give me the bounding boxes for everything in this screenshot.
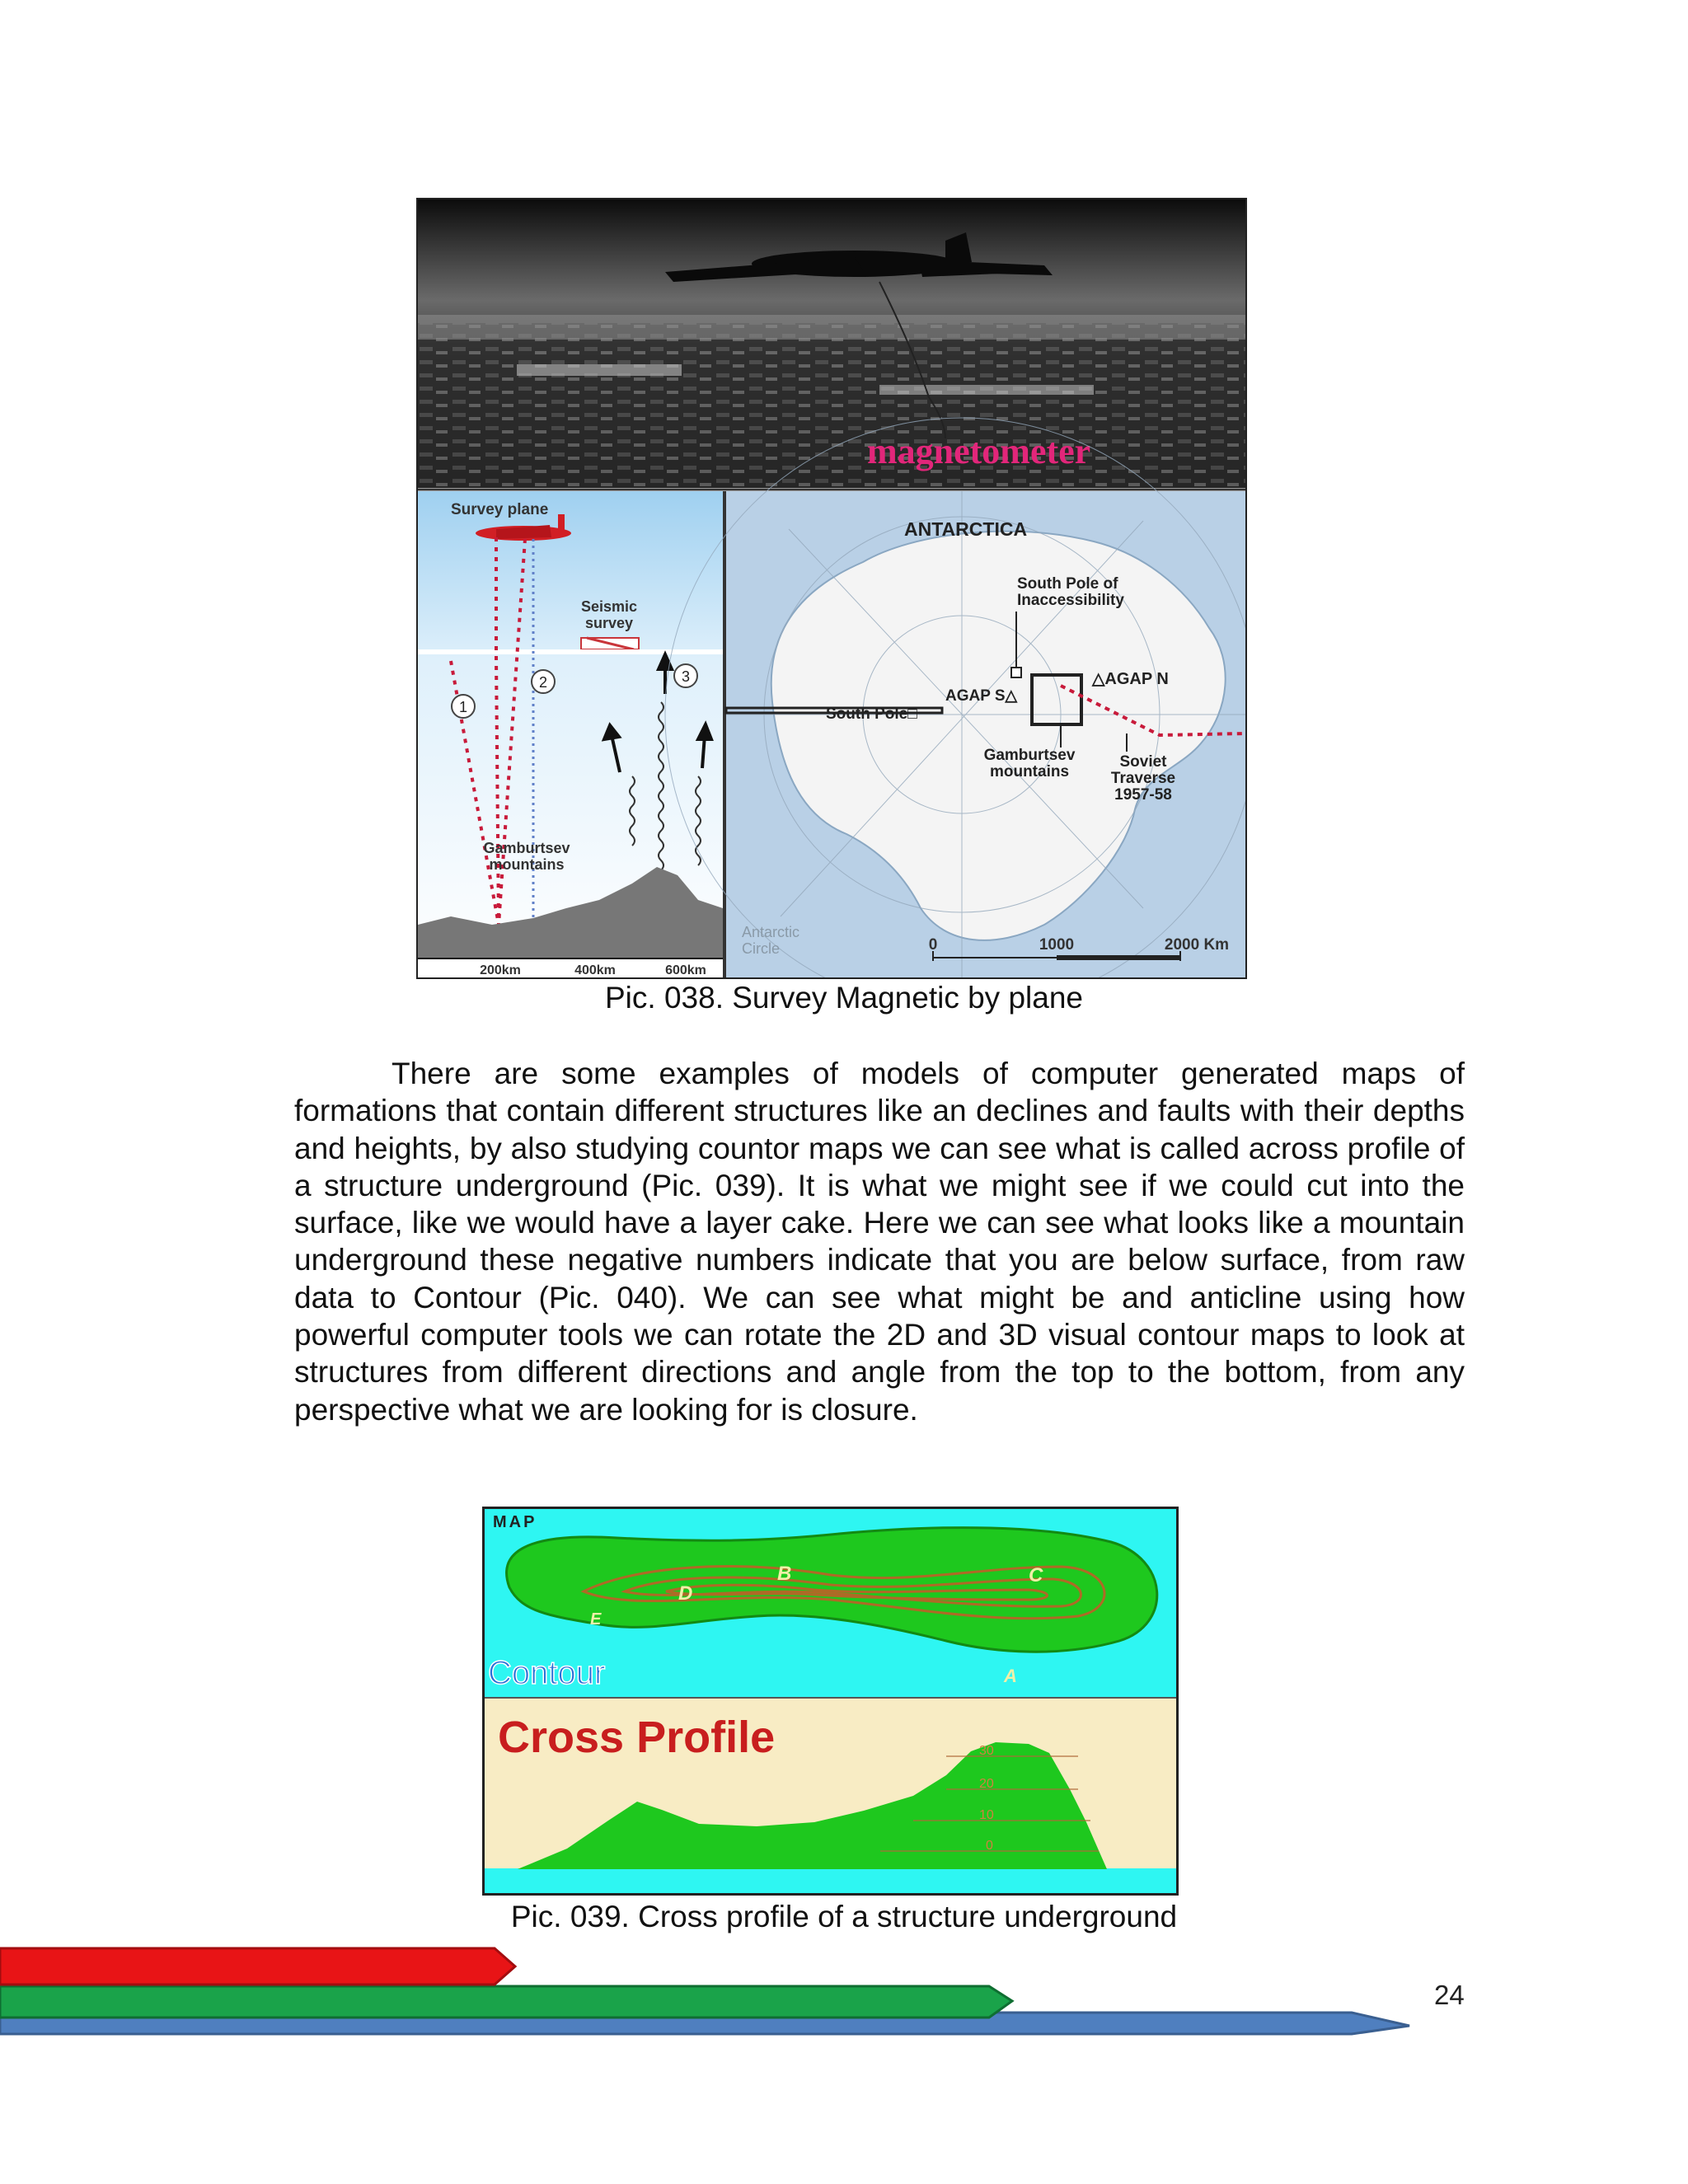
south-pole-label: South Pole□ — [826, 705, 917, 723]
cross-profile-label: Cross Profile — [498, 1713, 776, 1762]
gamburtsev-diagram-label-1: Gamburtsev — [483, 840, 570, 856]
gamburtsev-map-label-1: Gamburtsev — [983, 747, 1076, 764]
antarctic-circle-label-1: Antarctic — [742, 924, 800, 940]
figure-038 — [416, 198, 1247, 979]
gamburtsev-diagram-label-2: mountains — [489, 856, 565, 873]
point-d: D — [678, 1582, 693, 1605]
red-arrow-band — [0, 1948, 515, 1985]
marker-1: 1 — [458, 699, 468, 715]
agap-n-label: △AGAP N — [1092, 670, 1169, 688]
level-10: 10 — [979, 1808, 994, 1822]
green-arrow-band — [0, 1986, 1012, 2018]
scale-400km: 400km — [574, 963, 616, 977]
marker-3: 3 — [681, 668, 691, 685]
contour-label: Contour — [488, 1655, 606, 1691]
figure-038-graphic — [418, 199, 1245, 977]
map-scale-1000: 1000 — [1039, 936, 1075, 954]
scale-600km: 600km — [665, 963, 706, 977]
marker-2: 2 — [538, 674, 548, 691]
contour-map-panel — [485, 1509, 1176, 1697]
agap-s-label: AGAP S△ — [945, 687, 1018, 705]
figure-038-caption: Pic. 038. Survey Magnetic by plane — [605, 981, 1083, 1015]
gamburtsev-map-label-2: mountains — [989, 763, 1070, 780]
figure-039-caption: Pic. 039. Cross profile of a structure underground — [510, 1900, 1178, 1933]
map-scale-0: 0 — [928, 936, 938, 954]
point-b: B — [777, 1563, 792, 1585]
scale-200km: 200km — [480, 963, 521, 977]
page-number: 24 — [1434, 1980, 1465, 2010]
point-c: C — [1029, 1564, 1043, 1586]
point-e: E — [590, 1610, 602, 1629]
magnetometer-label: magnetometer — [867, 431, 1091, 471]
level-20: 20 — [979, 1777, 994, 1791]
body-paragraph: There are some examples of models of computer generated maps of formations that contain different structures like an declines and faults with their depths and heights, by also studying countor maps we can see what is called across profile of a structure underground (Pic. 039). It is what we might see if we could cut into the surface, like we would have a layer cake. Here we can see what looks like a mountain underground these negative numbers indicate that you are below surface, from raw data to Contour (Pic. 040). We can see what might be and anticline using how powerful computer tools we can rotate the 2D and 3D visual contour maps to look at structures from different directions and angle from the top to the bottom, from any perspective what we are looking for is closure. — [294, 1057, 1465, 1427]
antarctica-map — [665, 418, 1245, 977]
soviet-traverse-label-3: 1957-58 — [1114, 786, 1172, 804]
figure-039 — [482, 1507, 1179, 1896]
antarctica-title: ANTARCTICA — [904, 518, 1028, 540]
pole-inaccessibility-label-1: South Pole of — [1017, 575, 1118, 593]
footer-arrow-bands — [0, 1937, 1418, 2036]
map-label: MAP — [493, 1513, 537, 1531]
antarctic-circle-label-2: Circle — [742, 940, 781, 957]
seismic-label-1: Seismic — [580, 598, 638, 615]
pole-inaccessibility-label-2: Inaccessibility — [1017, 592, 1124, 609]
plane-photo — [418, 199, 1245, 488]
survey-plane-label: Survey plane — [451, 501, 549, 518]
map-scale-2000: 2000 Km — [1164, 936, 1230, 954]
level-0: 0 — [986, 1839, 993, 1853]
soviet-traverse-label-2: Traverse — [1110, 770, 1176, 787]
survey-diagram — [418, 491, 723, 977]
soviet-traverse-label-1: Soviet — [1119, 753, 1167, 771]
cross-profile-panel — [485, 1699, 1176, 1893]
point-a: A — [1004, 1666, 1017, 1686]
level-30: 30 — [979, 1744, 994, 1758]
seismic-label-2: survey — [584, 615, 634, 631]
figure-039-graphic — [485, 1509, 1176, 1893]
